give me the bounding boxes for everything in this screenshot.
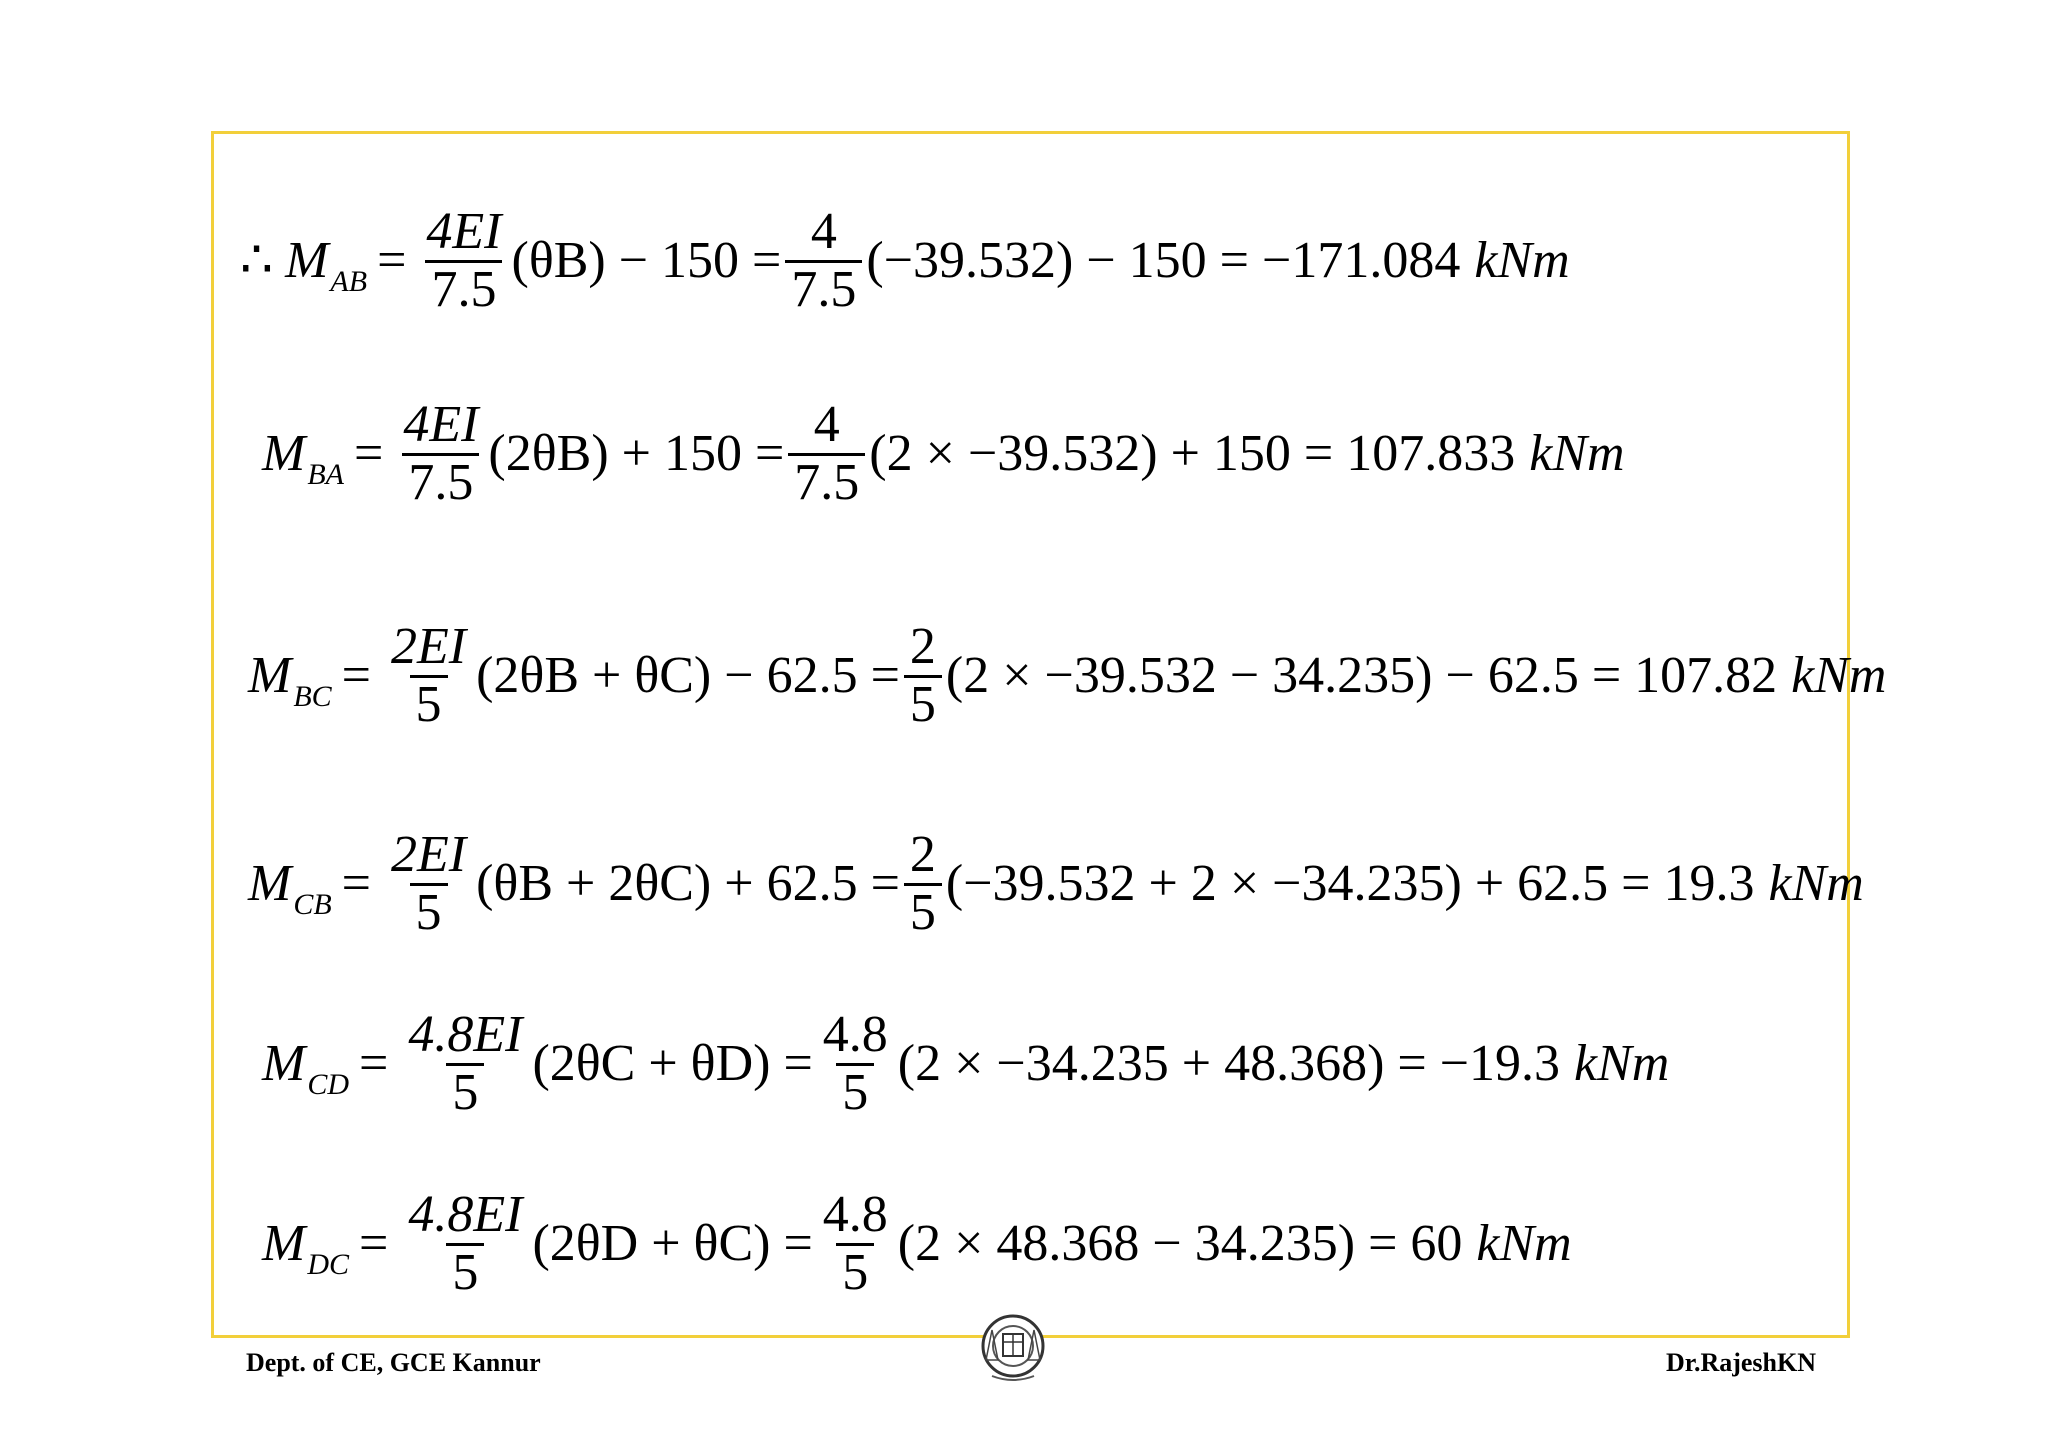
expression-symbolic: (θB + 2θC) + 62.5 = (476, 855, 900, 913)
expression-symbolic: (2θB) + 150 = (488, 425, 785, 483)
moment-symbol: M (262, 1035, 306, 1093)
moment-symbol: M (248, 647, 292, 705)
equation-m-cb: M CB = $\frac{2EI}{5}$ (θB + 2θC) + 62.5 = $\frac{2}{5}$ (−39.532 + 2 × −34.235) + 62.5 = 19.3 kNm (248, 826, 1864, 941)
moment-symbol: M (262, 425, 306, 483)
expression-numeric: (−39.532) − 150 = −171.084 (866, 232, 1461, 290)
stiffness-fraction: $\frac{4.8EI}{5}$ (408, 1006, 523, 1121)
moment-subscript: CB (293, 888, 332, 922)
expression-numeric: (2 × −34.235 + 48.368) = −19.3 (897, 1035, 1561, 1093)
unit-label: kNm (1474, 232, 1570, 290)
moment-symbol: M (285, 232, 329, 290)
moment-symbol: M (248, 855, 292, 913)
numeric-fraction: $\frac{2}{5}$ (904, 620, 942, 732)
moment-subscript: BC (293, 680, 332, 714)
numeric-fraction: $\frac{4}{7.5}$ (788, 398, 865, 510)
equation-m-dc: M DC = $\frac{4.8EI}{5}$ (2θD + θC) = $\frac{4.8}{5}$ (2 × 48.368 − 34.235) = 60 kNm (262, 1186, 1572, 1301)
moment-subscript: DC (307, 1248, 350, 1282)
numeric-fraction: $\frac{4.8}{5}$ (822, 1006, 888, 1121)
college-seal-icon (978, 1310, 1048, 1386)
footer-department: Dept. of CE, GCE Kannur (246, 1348, 541, 1377)
expression-symbolic: (θB) − 150 = (511, 232, 782, 290)
expression-symbolic: (2θC + θD) = (532, 1035, 813, 1093)
numeric-fraction: $\frac{2}{5}$ (904, 828, 942, 940)
stiffness-fraction: $\frac{4EI}{7.5}$ (426, 203, 502, 318)
unit-label: kNm (1476, 1215, 1572, 1273)
expression-numeric: (2 × −39.532) + 150 = 107.833 (869, 425, 1516, 483)
stiffness-fraction: $\frac{2EI}{5}$ (391, 826, 467, 941)
footer-author: Dr.RajeshKN (1666, 1348, 1816, 1377)
numeric-fraction: $\frac{4.8}{5}$ (822, 1186, 888, 1301)
expression-numeric: (−39.532 + 2 × −34.235) + 62.5 = 19.3 (945, 855, 1755, 913)
expression-numeric: (2 × 48.368 − 34.235) = 60 (897, 1215, 1463, 1273)
unit-label: kNm (1529, 425, 1625, 483)
unit-label: kNm (1574, 1035, 1670, 1093)
stiffness-fraction: $\frac{2EI}{5}$ (391, 618, 467, 733)
equation-m-ab: ∴ M AB = $\frac{4EI}{7.5}$ (θB) − 150 = $\frac{4}{7.5}$ (−39.532) − 150 = −171.084 kNm (240, 203, 1570, 318)
equation-m-bc: M BC = $\frac{2EI}{5}$ (2θB + θC) − 62.5 = $\frac{2}{5}$ (2 × −39.532 − 34.235) − 62.5 = 107.82 kNm (248, 618, 1887, 733)
moment-symbol: M (262, 1215, 306, 1273)
expression-numeric: (2 × −39.532 − 34.235) − 62.5 = 107.82 (945, 647, 1778, 705)
equation-m-ba: M BA = $\frac{4EI}{7.5}$ (2θB) + 150 = $\frac{4}{7.5}$ (2 × −39.532) + 150 = 107.833 kNm (262, 396, 1625, 511)
moment-subscript: BA (307, 458, 344, 492)
unit-label: kNm (1768, 855, 1864, 913)
expression-symbolic: (2θD + θC) = (532, 1215, 813, 1273)
unit-label: kNm (1791, 647, 1887, 705)
stiffness-fraction: $\frac{4.8EI}{5}$ (408, 1186, 523, 1301)
moment-subscript: CD (307, 1068, 350, 1102)
stiffness-fraction: $\frac{4EI}{7.5}$ (403, 396, 479, 511)
expression-symbolic: (2θB + θC) − 62.5 = (476, 647, 900, 705)
moment-subscript: AB (330, 265, 368, 299)
equation-m-cd: M CD = $\frac{4.8EI}{5}$ (2θC + θD) = $\frac{4.8}{5}$ (2 × −34.235 + 48.368) = −19.3 kNm (262, 1006, 1670, 1121)
therefore-symbol: ∴ (240, 232, 274, 290)
numeric-fraction: $\frac{4}{7.5}$ (785, 205, 862, 317)
